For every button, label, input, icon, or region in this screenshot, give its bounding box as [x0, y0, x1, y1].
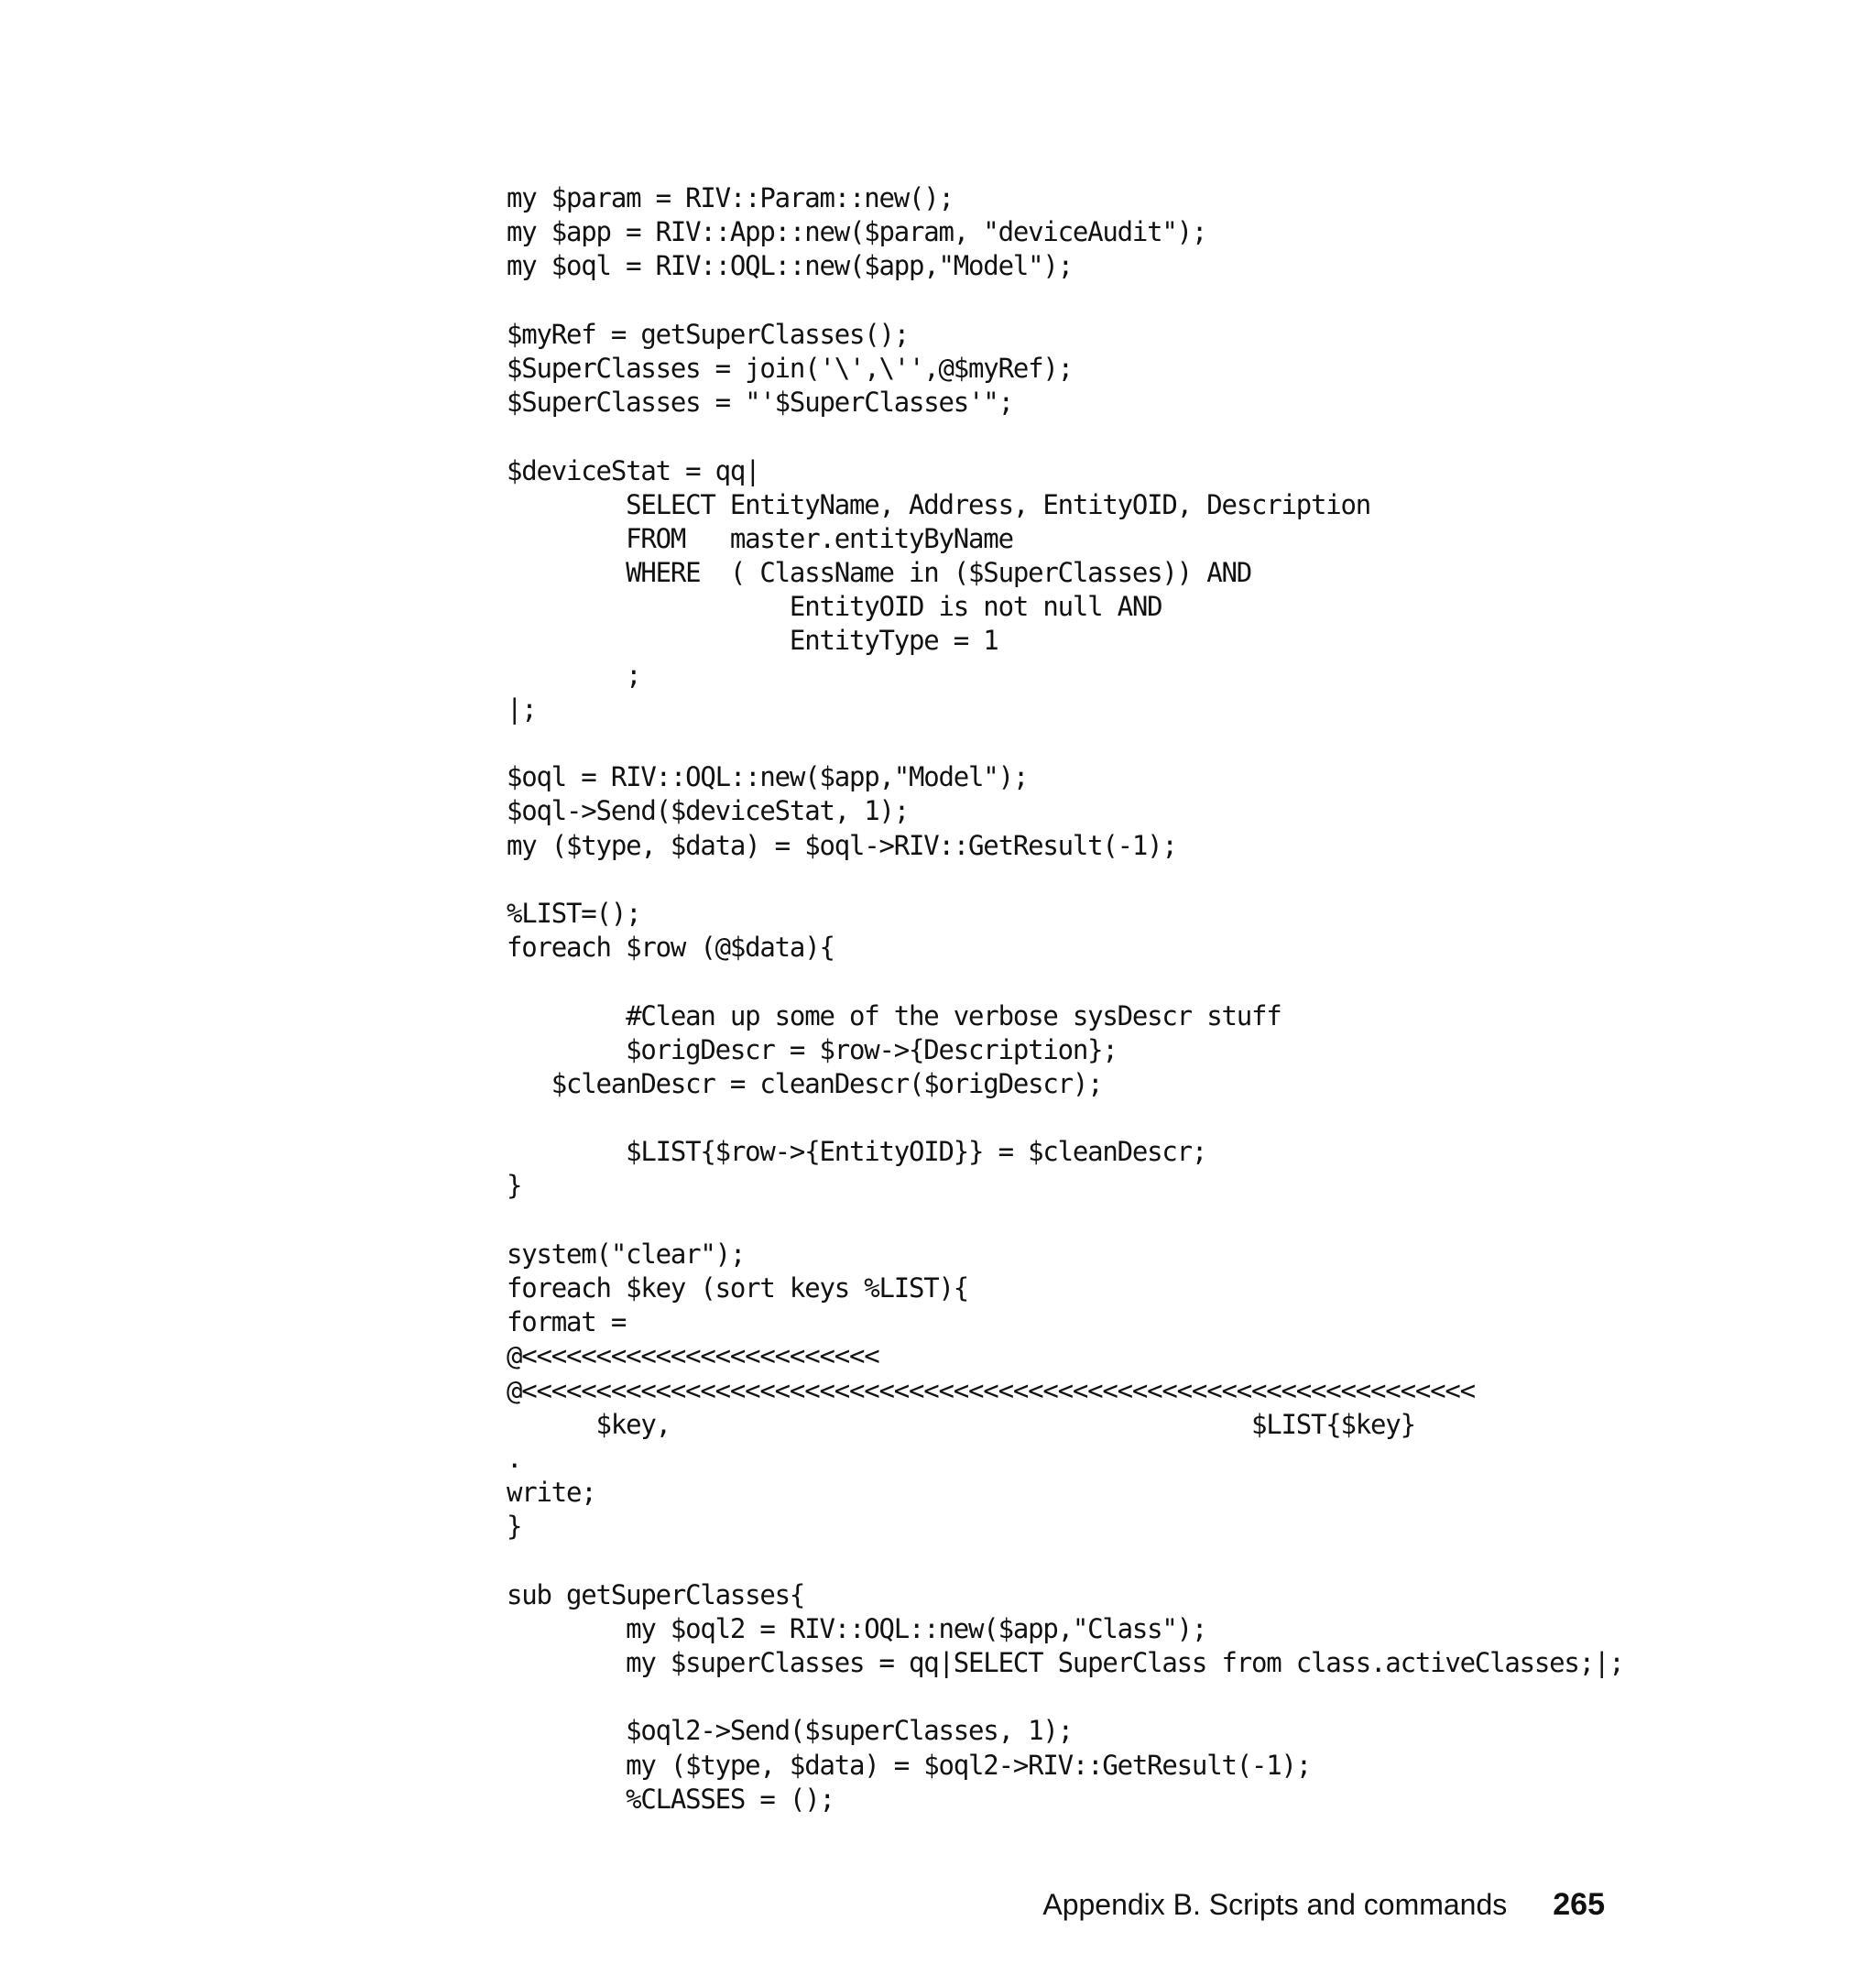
- code-line: $origDescr = $row->{Description};: [507, 1033, 1118, 1065]
- code-line: $SuperClasses = join('\',\'',@$myRef);: [507, 352, 1073, 384]
- code-line: %LIST=();: [507, 897, 641, 929]
- footer-chapter-title: Appendix B. Scripts and commands: [1042, 1888, 1508, 1921]
- code-line: $oql->Send($deviceStat, 1);: [507, 795, 910, 827]
- code-line: system("clear");: [507, 1238, 746, 1270]
- code-line: [507, 1204, 1623, 1238]
- code-line: [507, 1101, 1623, 1135]
- code-line: |;: [507, 693, 537, 725]
- code-line: $deviceStat = qq|: [507, 454, 760, 486]
- code-line: FROM master.entityByName: [507, 522, 1013, 554]
- code-line: write;: [507, 1477, 596, 1509]
- code-line: $SuperClasses = "'$SuperClasses'";: [507, 387, 1013, 419]
- code-line: format =: [507, 1306, 627, 1338]
- code-line: EntityOID is not null AND: [507, 591, 1162, 623]
- code-line: [507, 726, 1623, 760]
- code-line: EntityType = 1: [507, 625, 998, 657]
- code-line: SELECT EntityName, Address, EntityOID, Description: [507, 488, 1371, 520]
- code-line: foreach $row (@$data){: [507, 932, 834, 964]
- code-line: my ($type, $data) = $oql->RIV::GetResult(-1);: [507, 829, 1177, 861]
- code-line: my $param = RIV::Param::new();: [507, 182, 954, 213]
- code-line: $key, $LIST{$key}: [507, 1408, 1415, 1440]
- code-line: my $superClasses = qq|SELECT SuperClass from class.activeClasses;|;: [507, 1647, 1624, 1679]
- code-line: .: [507, 1442, 522, 1474]
- code-line: [507, 965, 1623, 998]
- code-line: $LIST{$row->{EntityOID}} = $cleanDescr;: [507, 1136, 1207, 1168]
- page-number: 265: [1553, 1887, 1605, 1922]
- code-line: [507, 1544, 1623, 1578]
- code-line: $oql2->Send($superClasses, 1);: [507, 1715, 1073, 1747]
- code-line: $oql = RIV::OQL::new($app,"Model");: [507, 761, 1029, 793]
- code-line: [507, 284, 1623, 318]
- code-line: sub getSuperClasses{: [507, 1578, 805, 1610]
- code-line: WHERE ( ClassName in ($SuperClasses)) AND: [507, 557, 1251, 589]
- code-line: ;: [507, 659, 641, 691]
- code-line: @<<<<<<<<<<<<<<<<<<<<<<<<: [507, 1340, 879, 1372]
- code-line: [507, 1680, 1623, 1714]
- code-line: }: [507, 1170, 522, 1202]
- code-line: [507, 420, 1623, 453]
- code-line: $cleanDescr = cleanDescr($origDescr);: [507, 1067, 1103, 1099]
- code-line: #Clean up some of the verbose sysDescr stuff: [507, 999, 1282, 1031]
- code-line: my $oql2 = RIV::OQL::new($app,"Class");: [507, 1612, 1207, 1644]
- code-line: $myRef = getSuperClasses();: [507, 318, 910, 350]
- code-line: @<<<<<<<<<<<<<<<<<<<<<<<<<<<<<<<<<<<<<<<<<<<<<<<<<<<<<<<<<<<<<<<<: [507, 1374, 1475, 1406]
- code-line: }: [507, 1511, 522, 1543]
- code-line: my ($type, $data) = $oql2->RIV::GetResult(-1);: [507, 1749, 1312, 1781]
- code-line: %CLASSES = ();: [507, 1783, 834, 1815]
- code-line: foreach $key (sort keys %LIST){: [507, 1272, 969, 1304]
- code-line: my $oql = RIV::OQL::new($app,"Model");: [507, 250, 1073, 282]
- code-line: [507, 863, 1623, 897]
- page-footer: [1042, 1887, 1605, 1923]
- code-line: my $app = RIV::App::new($param, "deviceAudit");: [507, 216, 1207, 248]
- code-listing: [507, 181, 1623, 1817]
